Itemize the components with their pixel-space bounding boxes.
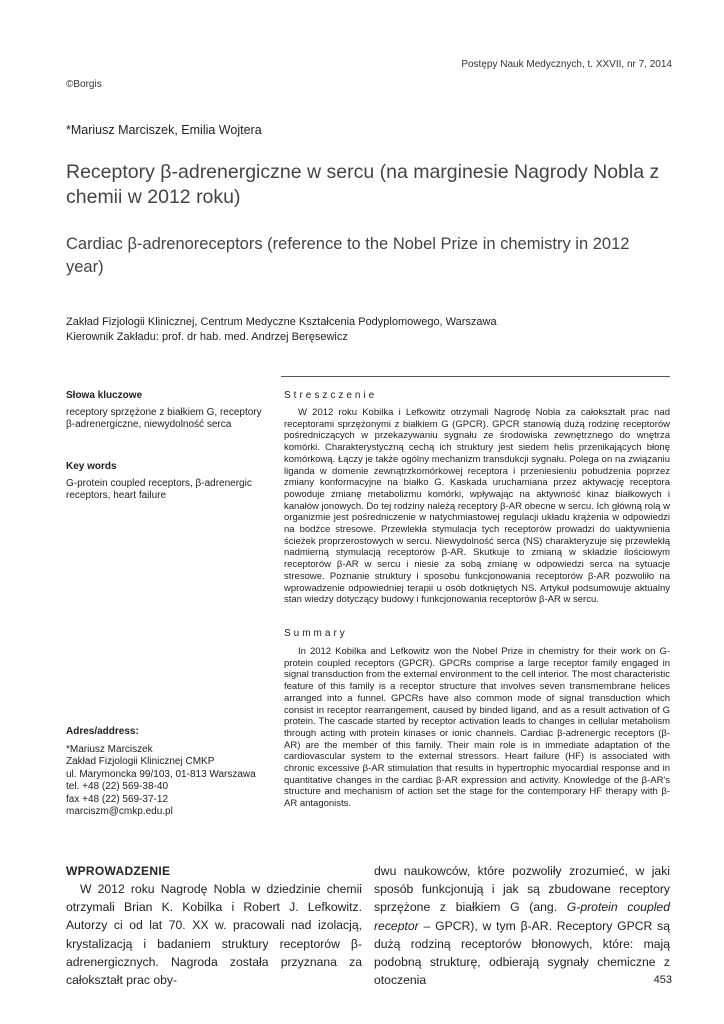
title-english: Cardiac β-adrenoreceptors (reference to the Nobel Prize in chemistry in 2012 year) (66, 235, 630, 276)
streszczenie-text: W 2012 roku Kobilka i Lefkowitz otrzymali Nagrodę Nobla za całokształt prac nad receptorami sprzężonymi z białkiem G (GPCR). GPCR stanowią dużą rodzinę receptorów pośredniczących w przekazywaniu sygnału ze środowiska zewnętrznego do wnętrza komórki. Charakterystyczną cechą ich struktury jest siedem helis przenikających błonę komórkową. Łączy je także ogólny mechanizm transdukcji sygnału. Polega on na związaniu liganda w domenie zewnątrzkomórkowej receptora i przeniesieniu pobudzenia poprzez zmiany konformacyjne na białko G. Kaskada uruchamiana przez aktywację receptora powoduje zmianę metabolizmu komórki, wpływając na aktywność kinaz białkowych i kanałów jonowych. Do tej rodziny należą receptory β-AR obecne w sercu. Ich główną rolą w organizmie jest pośredniczenie w natychmiastowej regulacji układu krążenia w odpowiedzi na bodźce stresowe. Przewlekła stymulacja tych receptorów prowadzi do uaktywnienia ścieżek proprzerostowych w sercu. Niewydolność serca (NS) charakteryzuje się przewlekłą nadmierną stymulacją receptorów β-AR. Skutkuje to zmianą w składzie ilościowym receptorów β-AR w sercu i niesie za sobą zmianę w odpowiedzi serca na sytuacje stresowe. Poznanie struktury i sposobu funkcjonowania receptorów β-AR pozwoliło na wprowadzenie odpowiedniej terapii u osób dotkniętych NS. Artykuł podsumowuje aktualny stan wiedzy dotyczący budowy i funkcjonowania receptorów β-AR w sercu. (284, 407, 670, 606)
summary-heading: Summary (284, 628, 348, 639)
address-street: ul. Marymoncka 99/103, 01-813 Warszawa (66, 768, 256, 780)
introduction-left-column: W 2012 roku Nagrodę Nobla w dziedzinie chemii otrzymali Brian K. Kobilka i Robert J. Lefkowitz. Autorzy ci od lat 70. XX w. pracowali nad izolacją, krystalizacją i badaniem struktury receptorów β-adrenergicznych. Nagroda została przyznana za całokształt prac oby- (66, 882, 362, 988)
affiliation-head: Kierownik Zakładu: prof. dr hab. med. Andrzej Beręsewicz (66, 331, 348, 343)
introduction-heading: WPROWADZENIE (66, 864, 171, 878)
streszczenie-heading: Streszczenie (284, 390, 378, 401)
keywords-polish-text: receptory sprzężone z białkiem G, receptory β-adrenergiczne, niewydolność serca (66, 406, 262, 430)
address-label: Adres/address: (66, 726, 139, 737)
intro-right-text-b: – GPCR), w tym β-AR. Receptory GPCR są dużą rodziną receptorów błonowych, które: mają podobną strukturę, odbierają sygnały chemiczne z otoczenia (374, 918, 670, 988)
keywords-polish (66, 390, 266, 432)
address-email: marciszm@cmkp.edu.pl (66, 806, 173, 817)
affiliation-institution: Zakład Fizjologii Klinicznej, Centrum Medyczne Kształcenia Podyplomowego, Warszawa (66, 316, 497, 328)
keywords-english-text: G-protein coupled receptors, β-adrenergic receptors, heart failure (66, 477, 252, 501)
correspondence-address (66, 726, 266, 819)
affiliation (66, 315, 497, 345)
address-phone: tel. +48 (22) 569-38-40 (66, 781, 169, 792)
address-name: *Mariusz Marciszek (66, 743, 153, 755)
intro-right-italic: G-protein coupled receptor (374, 900, 670, 933)
introduction-right-column (374, 862, 670, 989)
journal-header: Postępy Nauk Medycznych, t. XXVII, nr 7, 2014 (461, 59, 672, 70)
keywords-english-label: Key words (66, 461, 117, 472)
authors: *Mariusz Marciszek, Emilia Wojtera (66, 123, 262, 137)
summary-text: In 2012 Kobilka and Lefkowitz won the Nobel Prize in chemistry for their work on G-protein coupled receptors (GPCR). GPCRs comprise a large receptor family engaged in signal transduction from the external environment to the cell interior. The most characteristic feature of this family is a receptor structure that involves seven transmembrane helices arranged into a funnel. GPCRs have also common mode of signal transduction which consist in receptor rearrangement, caused by binded ligand, and as a result activation of G protein. The cascade started by receptor activation leads to changes in cellular metabolism through acting with protein kinases or ionic channels. Cardiac β-adrenergic receptors (β-AR) are the member of this family. Their main role is in immediate adaptation of the cardiovascular system to the external stressors. Heart failure (HF) is associated with chronic excessive β-AR stimulation that results in hypertrophic myocardial response and in quantitative changes in the cardiac β-AR expression and activity. Knowledge of the β-AR's structure and mechanism of action set the stage for the contemporary HF therapy with β-AR antagonists. (284, 646, 670, 810)
keywords-polish-label: Słowa kluczowe (66, 390, 143, 401)
keywords-english (66, 461, 266, 503)
intro-right-text-a: dwu naukowców, które pozwoliły zrozumieć, w jaki sposób funkcjonują i jak są zbudowane receptory sprzężone z białkiem G (ang. (374, 864, 670, 915)
copyright-label: ©Borgis (66, 79, 102, 90)
address-fax: fax +48 (22) 569-37-12 (66, 793, 169, 805)
title-polish: Receptory β-adrenergiczne w sercu (na marginesie Nagrody Nobla z chemii w 2012 roku) (66, 161, 660, 208)
abstract-divider (281, 376, 670, 377)
page-number: 453 (653, 974, 672, 986)
address-department: Zakład Fizjologii Klinicznej CMKP (66, 756, 215, 767)
